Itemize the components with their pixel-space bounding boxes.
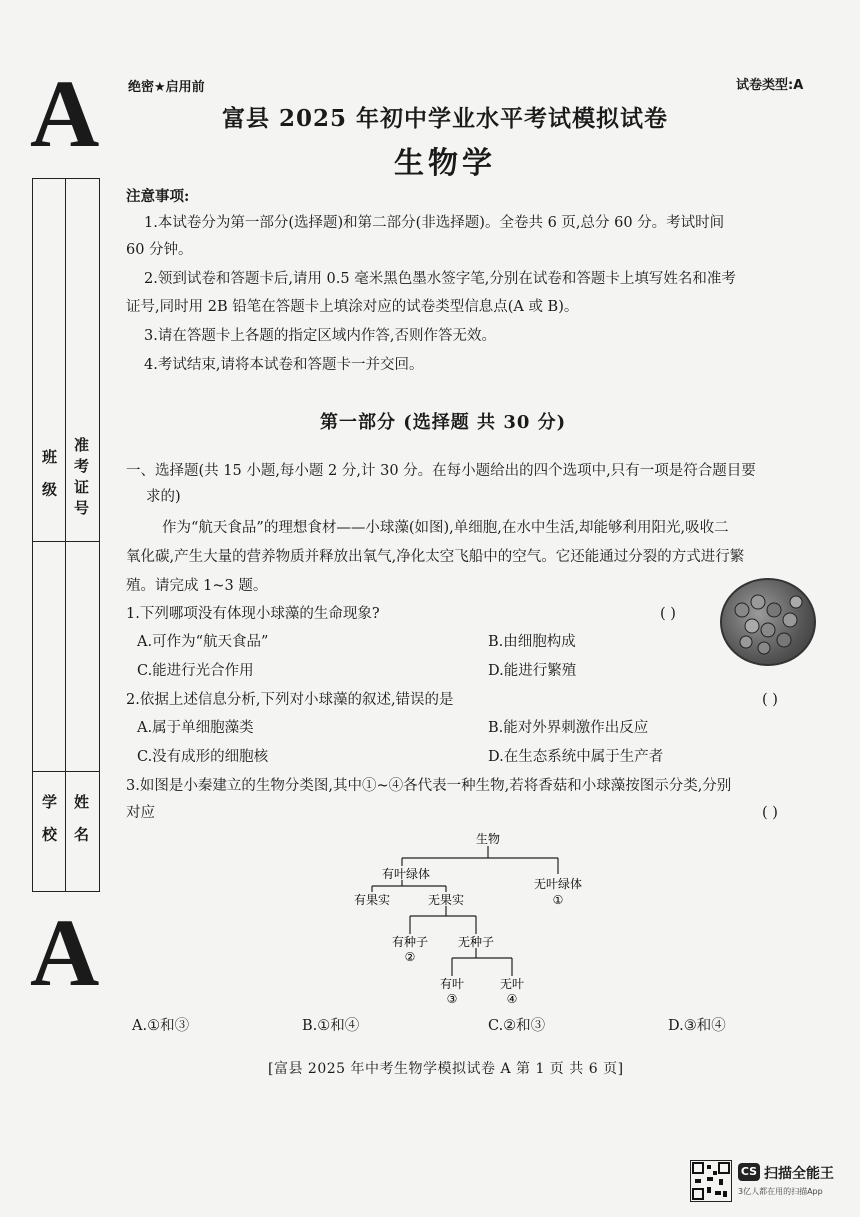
option-b: B.能对外界刺激作出反应 — [488, 720, 649, 736]
tree-root: 生物 — [475, 832, 501, 846]
chlorella-cells — [722, 580, 814, 664]
option-d: D.在生态系统中属于生产者 — [488, 749, 664, 765]
notes-heading: 注意事项: — [126, 188, 190, 205]
option-d: D.③和④ — [668, 1018, 726, 1034]
page-footer: [富县 2025 年中考生物学模拟试卷 A 第 1 页 共 6 页] — [268, 1061, 624, 1077]
paper-type-letter-top: A — [30, 60, 100, 167]
tree-label-1: ① — [552, 893, 564, 907]
reading-passage: 殖。请完成 1~3 题。 — [126, 578, 268, 594]
exam-number-label: 准考证号 — [72, 437, 90, 521]
confidential-mark: 绝密★启用前 — [128, 80, 205, 95]
tree-no-chlorophyll: 无叶绿体 — [533, 877, 583, 891]
question-2-stem: 2.依据上述信息分析,下列对小球藻的叙述,错误的是 — [126, 692, 454, 708]
part1-heading: 第一部分 (选择题 共 30 分) — [320, 412, 567, 433]
question-3-stem-cont: 对应 — [126, 805, 155, 821]
tree-has-seed: 有种子 — [391, 935, 429, 949]
note-line: 2.领到试卷和答题卡后,请用 0.5 毫米黑色墨水签字笔,分别在试卷和答题卡上填写姓名和准考 — [144, 271, 736, 287]
note-line: 证号,同时用 2B 铅笔在答题卡上填涂对应的试卷类型信息点(A 或 B)。 — [126, 299, 579, 315]
option-b: B.由细胞构成 — [488, 634, 576, 650]
tree-has-chlorophyll: 有叶绿体 — [381, 867, 431, 881]
paper-type-letter-bottom: A — [30, 899, 100, 1006]
tree-no-leaf: 无叶 — [499, 977, 525, 991]
tree-has-leaf: 有叶 — [439, 977, 465, 991]
tree-no-seed: 无种子 — [457, 935, 495, 949]
scanner-tagline: 3亿人都在用的扫描App — [738, 1187, 823, 1196]
tree-no-fruit: 无果实 — [427, 893, 465, 907]
tree-label-4: ④ — [506, 992, 518, 1006]
note-line: 4.考试结束,请将本试卷和答题卡一并交回。 — [144, 357, 424, 373]
option-a: A.可作为“航天食品” — [137, 634, 269, 650]
option-a: A.属于单细胞藻类 — [137, 720, 254, 736]
school-label: 学 校 — [40, 794, 58, 848]
answer-bracket: ( ) — [762, 805, 778, 821]
exam-title: 富县 2025 年初中学业水平考试模拟试卷 — [221, 105, 669, 132]
tree-label-3: ③ — [446, 992, 458, 1006]
option-c: C.没有成形的细胞核 — [137, 749, 269, 765]
answer-bracket: ( ) — [660, 606, 676, 622]
option-d: D.能进行繁殖 — [488, 663, 577, 679]
option-b: B.①和④ — [302, 1018, 360, 1034]
class-label: 班 级 — [40, 449, 58, 503]
question-3-stem: 3.如图是小秦建立的生物分类图,其中①~④各代表一种生物,若将香菇和小球藻按图示分类,分别 — [126, 778, 732, 794]
reading-passage: 作为“航天食品”的理想食材——小球藻(如图),单细胞,在水中生活,却能够利用阳光,吸收二 — [162, 520, 729, 536]
option-a: A.①和③ — [132, 1018, 190, 1034]
name-label: 姓 名 — [72, 794, 90, 848]
reading-passage: 氧化碳,产生大量的营养物质并释放出氧气,净化太空飞船中的空气。它还能通过分裂的方式进行繁 — [126, 549, 745, 565]
answer-bracket: ( ) — [762, 692, 778, 708]
camscanner-logo: CS — [738, 1163, 760, 1181]
paper-type: 试卷类型:A — [736, 78, 804, 93]
option-c: C.能进行光合作用 — [137, 663, 254, 679]
option-c: C.②和③ — [488, 1018, 546, 1034]
scanner-name: 扫描全能王 — [764, 1166, 834, 1182]
tree-label-2: ② — [404, 950, 416, 964]
note-line: 1.本试卷分为第一部分(选择题)和第二部分(非选择题)。全卷共 6 页,总分 60 分。考试时间 — [144, 215, 725, 231]
classification-tree — [340, 828, 600, 1018]
note-line: 60 分钟。 — [126, 242, 193, 258]
question-1-stem: 1.下列哪项没有体现小球藻的生命现象? — [126, 606, 380, 622]
section-instruction: 一、选择题(共 15 小题,每小题 2 分,计 30 分。在每小题给出的四个选项中,只有一项是符合题目要 — [126, 463, 756, 479]
student-info-box — [32, 178, 100, 892]
section-instruction: 求的) — [146, 489, 181, 505]
chlorella-micrograph — [720, 578, 816, 666]
subject-title: 生物学 — [394, 146, 496, 181]
note-line: 3.请在答题卡上各题的指定区域内作答,否则作答无效。 — [144, 328, 496, 344]
qr-code-icon — [690, 1160, 732, 1202]
tree-has-fruit: 有果实 — [353, 893, 391, 907]
